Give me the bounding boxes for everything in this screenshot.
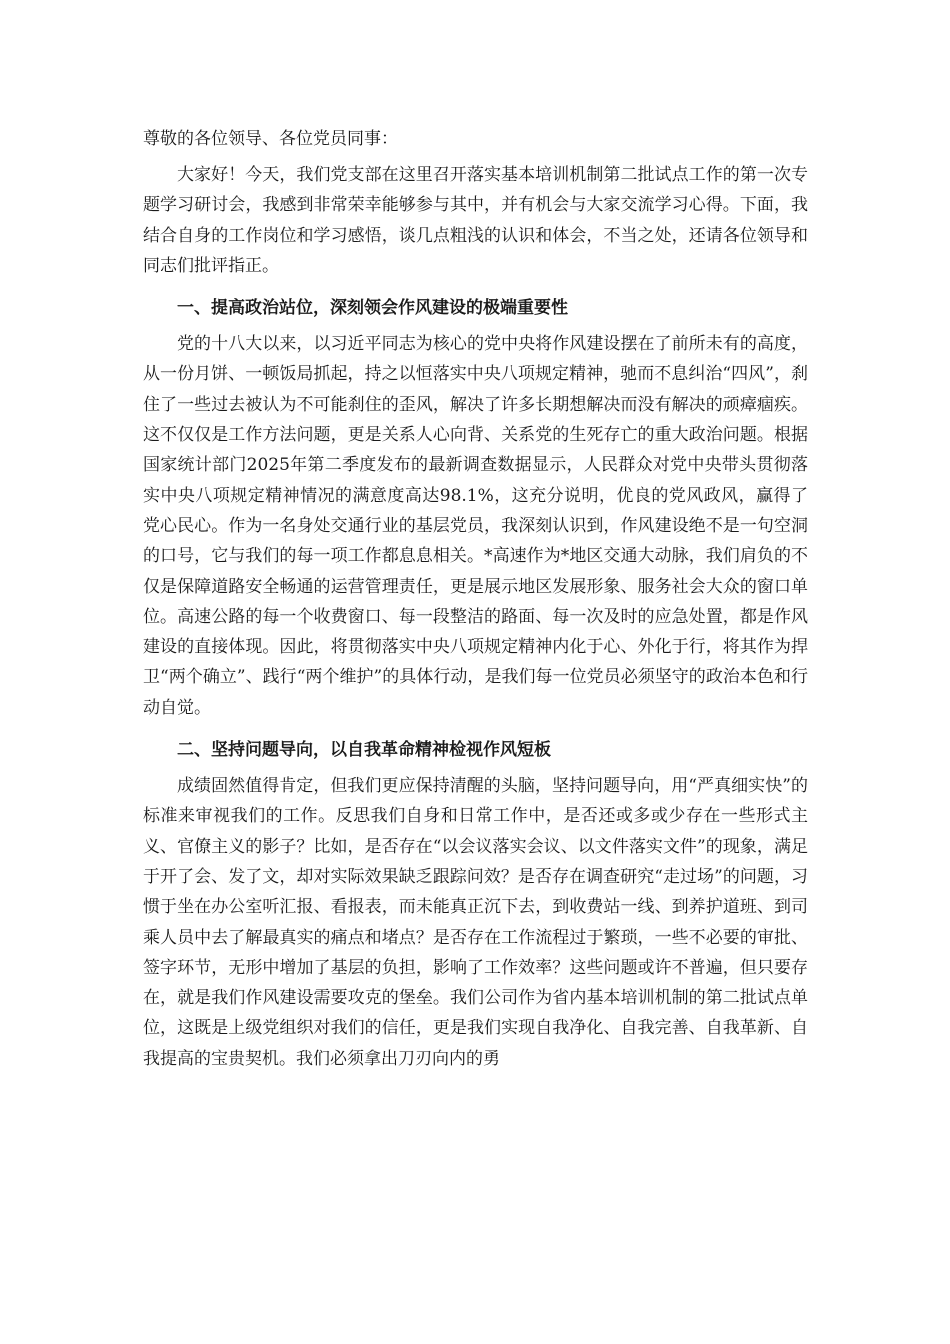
intro-paragraph: 大家好！今天，我们党支部在这里召开落实基本培训机制第二批试点工作的第一次专题学习研讨会，我感到非常荣幸能够参与其中，并有机会与大家交流学习心得。下面，我结合自身的工作岗位和学习感悟，谈几点粗浅的认识和体会，不当之处，还请各位领导和同志们批评指正。 — [143, 165, 808, 276]
document-page — [143, 122, 808, 1074]
section-2-paragraph: 成绩固然值得肯定，但我们更应保持清醒的头脑，坚持问题导向，用“严真细实快”的标准来审视我们的工作。反思我们自身和日常工作中，是否还或多或少存在一些形式主义、官僚主义的影子？比如，是否存在“以会议落实会议、以文件落实文件”的现象，满足于开了会、发了文，却对实际效果缺乏跟踪问效？是否存在调查研究“走过场”的问题，习惯于坐在办公室听汇报、看报表，而未能真正沉下去，到收费站一线、到养护道班、到司乘人员中去了解最真实的痛点和堵点？是否存在工作流程过于繁琐，一些不必要的审批、签字环节，无形中增加了基层的负担，影响了工作效率？这些问题或许不普遍，但只要存在，就是我们作风建设需要攻克的堡垒。我们公司作为省内基本培训机制的第二批试点单位，这既是上级党组织对我们的信任，更是我们实现自我净化、自我完善、自我革新、自我提高的宝贵契机。我们必须拿出刀刃向内的勇 — [143, 776, 808, 1069]
section-1-heading: 一、提高政治站位，深刻领会作风建设的极端重要性 — [177, 298, 568, 319]
salutation: 尊敬的各位领导、各位党员同事： — [143, 129, 398, 149]
section-1-paragraph: 党的十八大以来，以习近平同志为核心的党中央将作风建设摆在了前所未有的高度，从一份月饼、一顿饭局抓起，持之以恒落实中央八项规定精神，驰而不息纠治“四风”，刹住了一些过去被认为不可能刹住的歪风，解决了许多长期想解决而没有解决的顽瘴痼疾。这不仅仅是工作方法问题，更是关系人心向背、关系党的生死存亡的重大政治问题。根据国家统计部门2025年第二季度发布的最新调查数据显示，人民群众对党中央带头贯彻落实中央八项规定精神情况的满意度高达98.1%，这充分说明，优良的党风政风，赢得了党心民心。作为一名身处交通行业的基层党员，我深刻认识到，作风建设绝不是一句空洞的口号，它与我们的每一项工作都息息相关。*高速作为*地区交通大动脉，我们肩负的不仅是保障道路安全畅通的运营管理责任，更是展示地区发展形象、服务社会大众的窗口单位。高速公路的每一个收费窗口、每一段整洁的路面、每一次及时的应急处置，都是作风建设的直接体现。因此，将贯彻落实中央八项规定精神内化于心、外化于行，将其作为捍卫“两个确立”、践行“两个维护”的具体行动，是我们每一位党员必须坚守的政治本色和行动自觉。 — [143, 334, 808, 718]
section-2-heading: 二、坚持问题导向，以自我革命精神检视作风短板 — [177, 740, 551, 761]
